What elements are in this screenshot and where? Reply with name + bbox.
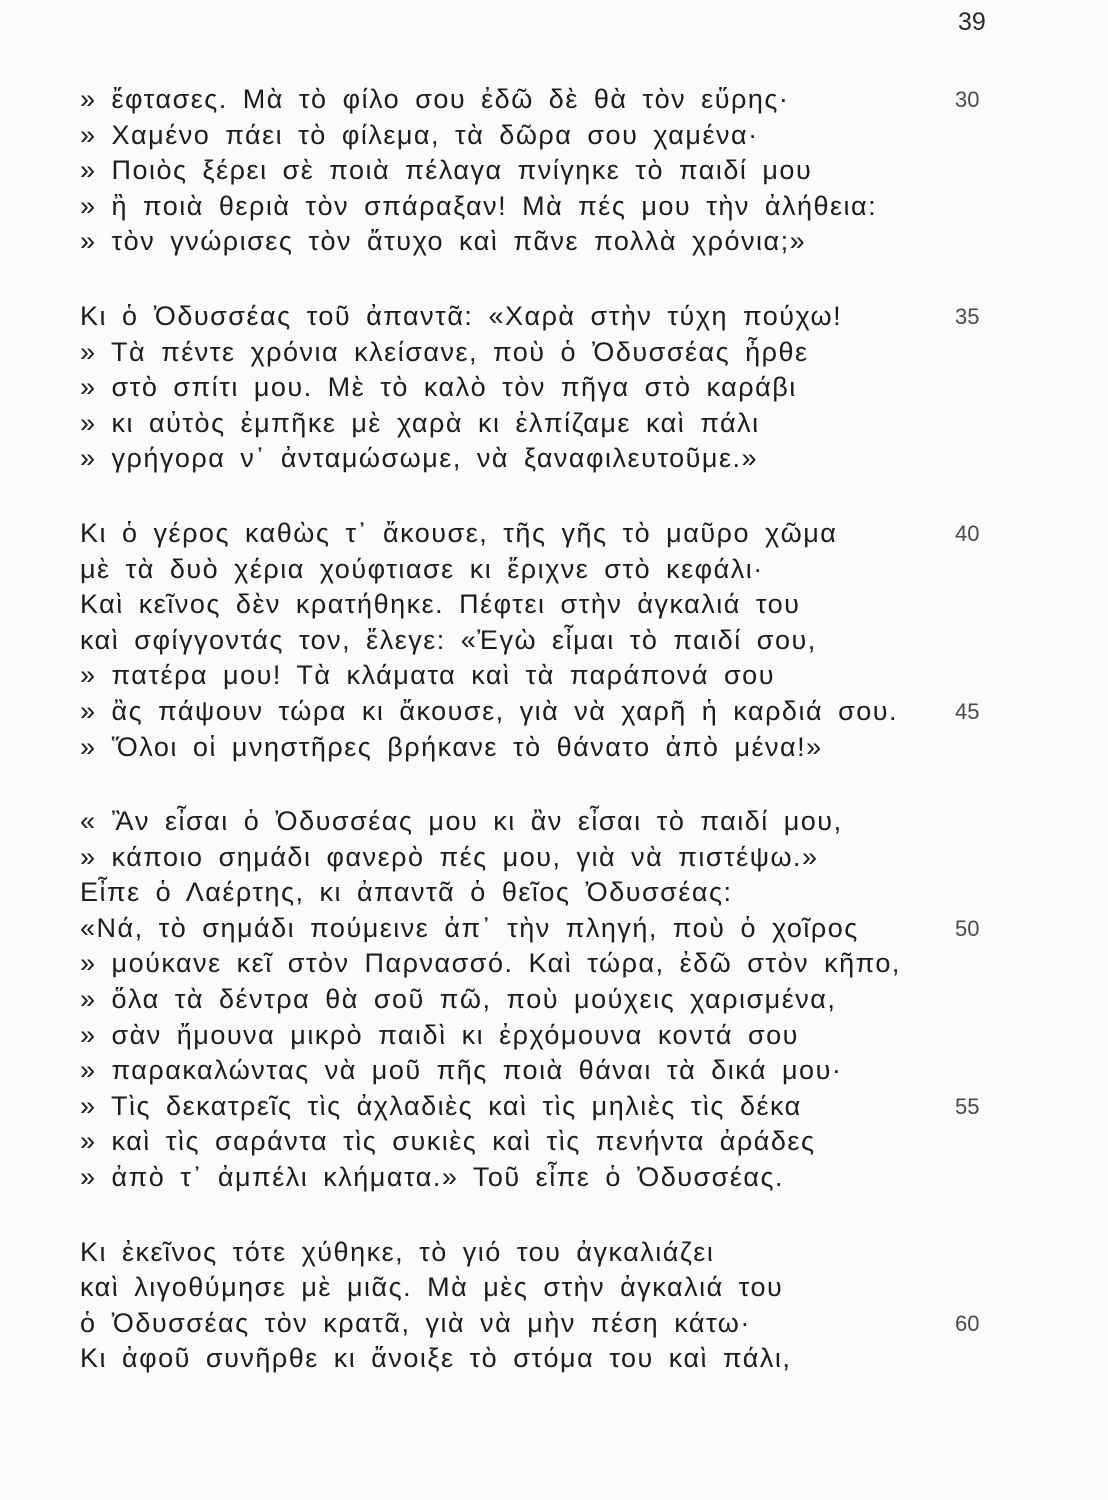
verse-line	[80, 118, 1080, 154]
verse-line	[80, 1124, 1080, 1160]
stanza	[80, 299, 1080, 477]
verse-line	[80, 1089, 1080, 1125]
verse-line	[80, 1341, 1080, 1377]
verse-text: μὲ τὰ δυὸ χέρια χούφτιασε κι ἔριχνε στὸ κεφάλι·	[80, 553, 764, 584]
verse-line	[80, 406, 1080, 442]
verse-text: » ἢ ποιὰ θεριὰ τὸν σπάραξαν! Μὰ πές μου τὴν ἀλήθεια:	[80, 190, 878, 221]
verse-line	[80, 694, 1080, 730]
verse-text: «Νά, τὸ σημάδι πούμεινε ἀπ᾿ τὴν πληγή, ποὺ ὁ χοῖρος	[80, 912, 859, 943]
verse-text: » Τὶς δεκατρεῖς τὶς ἀχλαδιὲς καὶ τὶς μηλιὲς τὶς δέκα	[80, 1090, 802, 1121]
verse-text: » πατέρα μου! Τὰ κλάματα καὶ τὰ παράπονά σου	[80, 660, 775, 691]
verse-text: ὁ Ὀδυσσέας τὸν κρατᾶ, γιὰ νὰ μὴν πέση κάτω·	[80, 1307, 751, 1338]
verse-text: » μούκανε κεῖ στὸν Παρνασσό. Καὶ τώρα, ἐδῶ στὸν κῆπο,	[80, 948, 901, 979]
line-number: 45	[955, 698, 980, 724]
verse-line	[80, 224, 1080, 260]
verse-line	[80, 1160, 1080, 1196]
line-number: 30	[955, 87, 980, 112]
stanza	[80, 516, 1080, 765]
verse-line	[80, 946, 1080, 982]
verse-text: » κάποιο σημάδι φανερὸ πές μου, γιὰ νὰ πιστέψω.»	[80, 841, 819, 872]
verse-line	[80, 552, 1080, 588]
verse-text: Κι ὁ γέρος καθὼς τ᾿ ἄκουσε, τῆς γῆς τὸ μαῦρο χῶμα	[80, 517, 838, 548]
verse-text: Κι ὁ Ὀδυσσέας τοῦ ἀπαντᾶ: «Χαρὰ στὴν τύχη πούχω!	[80, 300, 843, 331]
verse-line	[80, 587, 1080, 623]
verse-line	[80, 335, 1080, 371]
verse-line	[80, 911, 1080, 947]
verse-line	[80, 840, 1080, 876]
verse-line	[80, 370, 1080, 406]
stanza	[80, 82, 1080, 260]
verse-text: » ἂς πάψουν τώρα κι ἄκουσε, γιὰ νὰ χαρῆ ἡ καρδιά σου.	[80, 695, 899, 726]
verse-text: » ὅλα τὰ δέντρα θὰ σοῦ πῶ, ποὺ μούχεις χαρισμένα,	[80, 984, 837, 1015]
verse-text: » στὸ σπίτι μου. Μὲ τὸ καλὸ τὸν πῆγα στὸ καράβι	[80, 372, 797, 403]
verse-line	[80, 153, 1080, 189]
line-number: 35	[955, 303, 980, 329]
verse-text: » ἀπὸ τ᾿ ἀμπέλι κλήματα.» Τοῦ εἶπε ὁ Ὀδυσσέας.	[80, 1162, 784, 1193]
verse-text: καὶ σφίγγοντάς τον, ἔλεγε: «Ἐγὼ εἶμαι τὸ παιδί σου,	[80, 624, 817, 655]
verse-text: Κι ἐκεῖνος τότε χύθηκε, τὸ γιό του ἀγκαλιάζει	[80, 1236, 715, 1267]
verse-line	[80, 982, 1080, 1018]
verse-text: καὶ λιγοθύμησε μὲ μιᾶς. Μὰ μὲς στὴν ἀγκαλιά του	[80, 1272, 784, 1303]
verse-text: » σὰν ἤμουνα μικρὸ παιδὶ κι ἐρχόμουνα κοντά σου	[80, 1019, 799, 1050]
stanza	[80, 1235, 1080, 1377]
verse-line	[80, 804, 1080, 840]
verse-text: » Χαμένο πάει τὸ φίλεμα, τὰ δῶρα σου χαμένα·	[80, 119, 759, 150]
page-number: 39	[958, 8, 986, 36]
verse-text: » παρακαλώντας νὰ μοῦ πῆς ποιὰ θάναι τὰ δικά μου·	[80, 1055, 843, 1086]
verse-line	[80, 1306, 1080, 1342]
verse-text: » κι αὐτὸς ἐμπῆκε μὲ χαρὰ κι ἐλπίζαμε καὶ πάλι	[80, 407, 760, 438]
verse-line	[80, 441, 1080, 477]
verse-text: » γρήγορα ν᾿ ἀνταμώσωμε, νὰ ξαναφιλευτοῦμε.»	[80, 443, 759, 474]
line-number: 50	[955, 915, 980, 941]
verse-line	[80, 623, 1080, 659]
verse-line	[80, 1053, 1080, 1089]
verse-line	[80, 1235, 1080, 1271]
verse-text: » καὶ τὶς σαράντα τὶς συκιὲς καὶ τὶς πενήντα ἀράδες	[80, 1126, 816, 1157]
verse-text: » Τὰ πέντε χρόνια κλείσανε, ποὺ ὁ Ὀδυσσέας ἦρθε	[80, 336, 809, 367]
line-number: 60	[955, 1310, 980, 1336]
verse-line	[80, 658, 1080, 694]
verse-line	[80, 1270, 1080, 1306]
line-number: 55	[955, 1093, 980, 1119]
verse-line	[80, 730, 1080, 766]
verse-line	[80, 1018, 1080, 1054]
verse-text: » τὸν γνώρισες τὸν ἄτυχο καὶ πᾶνε πολλὰ χρόνια;»	[80, 226, 807, 257]
verse-line	[80, 82, 1080, 118]
verse-line	[80, 516, 1080, 552]
verse-text: Καὶ κεῖνος δὲν κρατήθηκε. Πέφτει στὴν ἀγκαλιά του	[80, 589, 801, 620]
verse-line	[80, 875, 1080, 911]
verse-text: Κι ἀφοῦ συνῆρθε κι ἄνοιξε τὸ στόμα του καὶ πάλι,	[80, 1343, 792, 1374]
verse-text: Εἶπε ὁ Λαέρτης, κι ἀπαντᾶ ὁ θεῖος Ὀδυσσέας:	[80, 877, 733, 908]
stanza	[80, 804, 1080, 1196]
verse-text: » Ὅλοι οἱ μνηστῆρες βρήκανε τὸ θάνατο ἀπὸ μένα!»	[80, 731, 823, 762]
verse-text: « Ἂν εἶσαι ὁ Ὀδυσσέας μου κι ἂν εἶσαι τὸ παιδί μου,	[80, 806, 843, 837]
verse-text: » ἔφτασες. Μὰ τὸ φίλο σου ἐδῶ δὲ θὰ τὸν εὕρης·	[80, 84, 790, 114]
poem	[80, 82, 1080, 1377]
verse-line	[80, 299, 1080, 335]
verse-text: » Ποιὸς ξέρει σὲ ποιὰ πέλαγα πνίγηκε τὸ παιδί μου	[80, 155, 813, 186]
line-number: 40	[955, 520, 980, 546]
verse-line	[80, 189, 1080, 225]
